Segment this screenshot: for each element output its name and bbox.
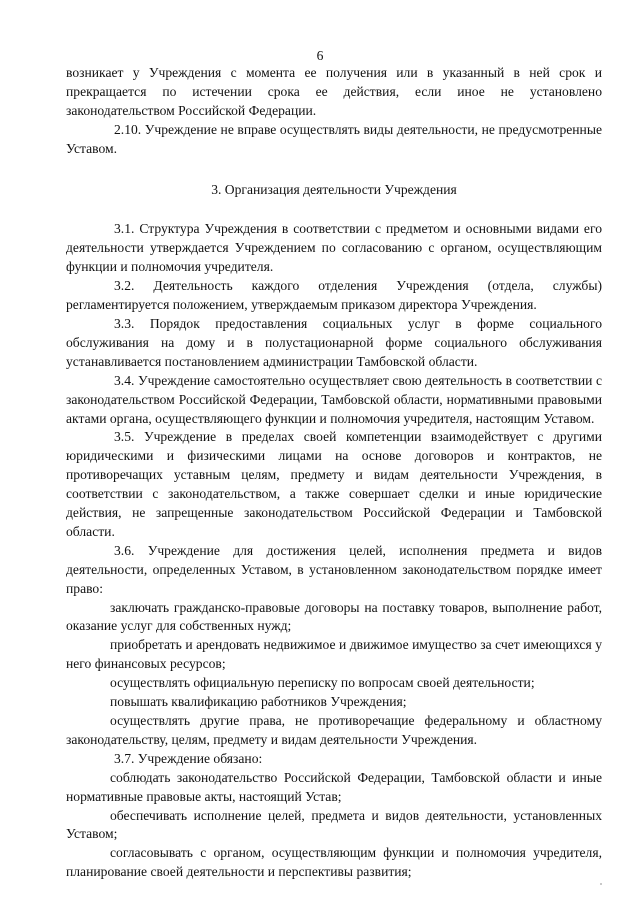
page-number: 6 [316, 48, 324, 63]
document-body [66, 64, 602, 882]
scan-speck [600, 883, 602, 885]
right-item: приобретать и арендовать недвижимое и движимое имущество за счет имеющихся у него финансовых ресурсов; [66, 637, 602, 672]
right-item: заключать гражданско-правовые договоры на поставку товаров, выполнение работ, оказание услуг для собственных нужд; [66, 599, 602, 634]
paragraph-3-2: 3.2. Деятельность каждого отделения Учреждения (отдела, службы) регламентируется положением, утверждаемым приказом директора Учреждения. [66, 278, 602, 313]
right-item: осуществлять другие права, не противоречащие федеральному и областному законодательству, целям, предмету и видам деятельности Учреждения. [66, 713, 602, 747]
paragraph-3-7: 3.7. Учреждение обязано: [114, 750, 263, 766]
right-item: осуществлять официальную переписку по вопросам своей деятельности; [110, 675, 535, 691]
paragraph-3-1: 3.1. Структура Учреждения в соответствии с предметом и основными видами его деятельности утверждается Учреждением по согласованию с органом, осуществляющим функции и полномочия учредителя. [66, 221, 602, 275]
obligation-item: соблюдать законодательство Российской Федерации, Тамбовской области и иные нормативные правовые акты, настоящий Устав; [66, 769, 602, 804]
paragraph-3-3: 3.3. Порядок предоставления социальных услуг в форме социального обслуживания на дому и в полустационарной форме социального обслуживания устанавливается постановлением администрации Тамбовской области. [66, 315, 602, 369]
paragraph-3-5: 3.5. Учреждение в пределах своей компетенции взаимодействует с другими юридическими и физическими лицами на основе договоров и контрактов, не противоречащих уставным целям, предмету и видам деятельности Учреждения, в соответствии с законодательством, а также совершает сделки и иные юридические действия, не запрещенные законодательством Российской Федерации и Тамбовской области. [66, 429, 602, 539]
section-heading: 3. Организация деятельности Учреждения [211, 181, 457, 197]
obligation-item: обеспечивать исполнение целей, предмета и видов деятельности, установленных Уставом; [66, 807, 602, 842]
paragraph-continuation-2-9: возникает у Учреждения с момента ее получения или в указанный в ней срок и прекращается по истечении срока ее действия, если иное не установлено законодательством Российской Федерации. [66, 65, 602, 118]
paragraph-2-10: 2.10. Учреждение не вправе осуществлять виды деятельности, не предусмотренные Уставом. [66, 121, 602, 156]
paragraph-3-4: 3.4. Учреждение самостоятельно осуществляет свою деятельность в соответствии с законодательством Российской Федерации, Тамбовской области, нормативными правовыми актами органа, осуществляющего функции и полномочия учредителя, настоящим Уставом. [66, 372, 602, 426]
right-item: повышать квалификацию работников Учреждения; [110, 694, 407, 710]
paragraph-3-6: 3.6. Учреждение для достижения целей, исполнения предмета и видов деятельности, определенных Уставом, в установленном законодательством порядке имеет право: [66, 542, 602, 596]
obligation-item: согласовывать с органом, осуществляющим функции и полномочия учредителя, планирование своей деятельности и перспективы развития; [66, 845, 602, 880]
